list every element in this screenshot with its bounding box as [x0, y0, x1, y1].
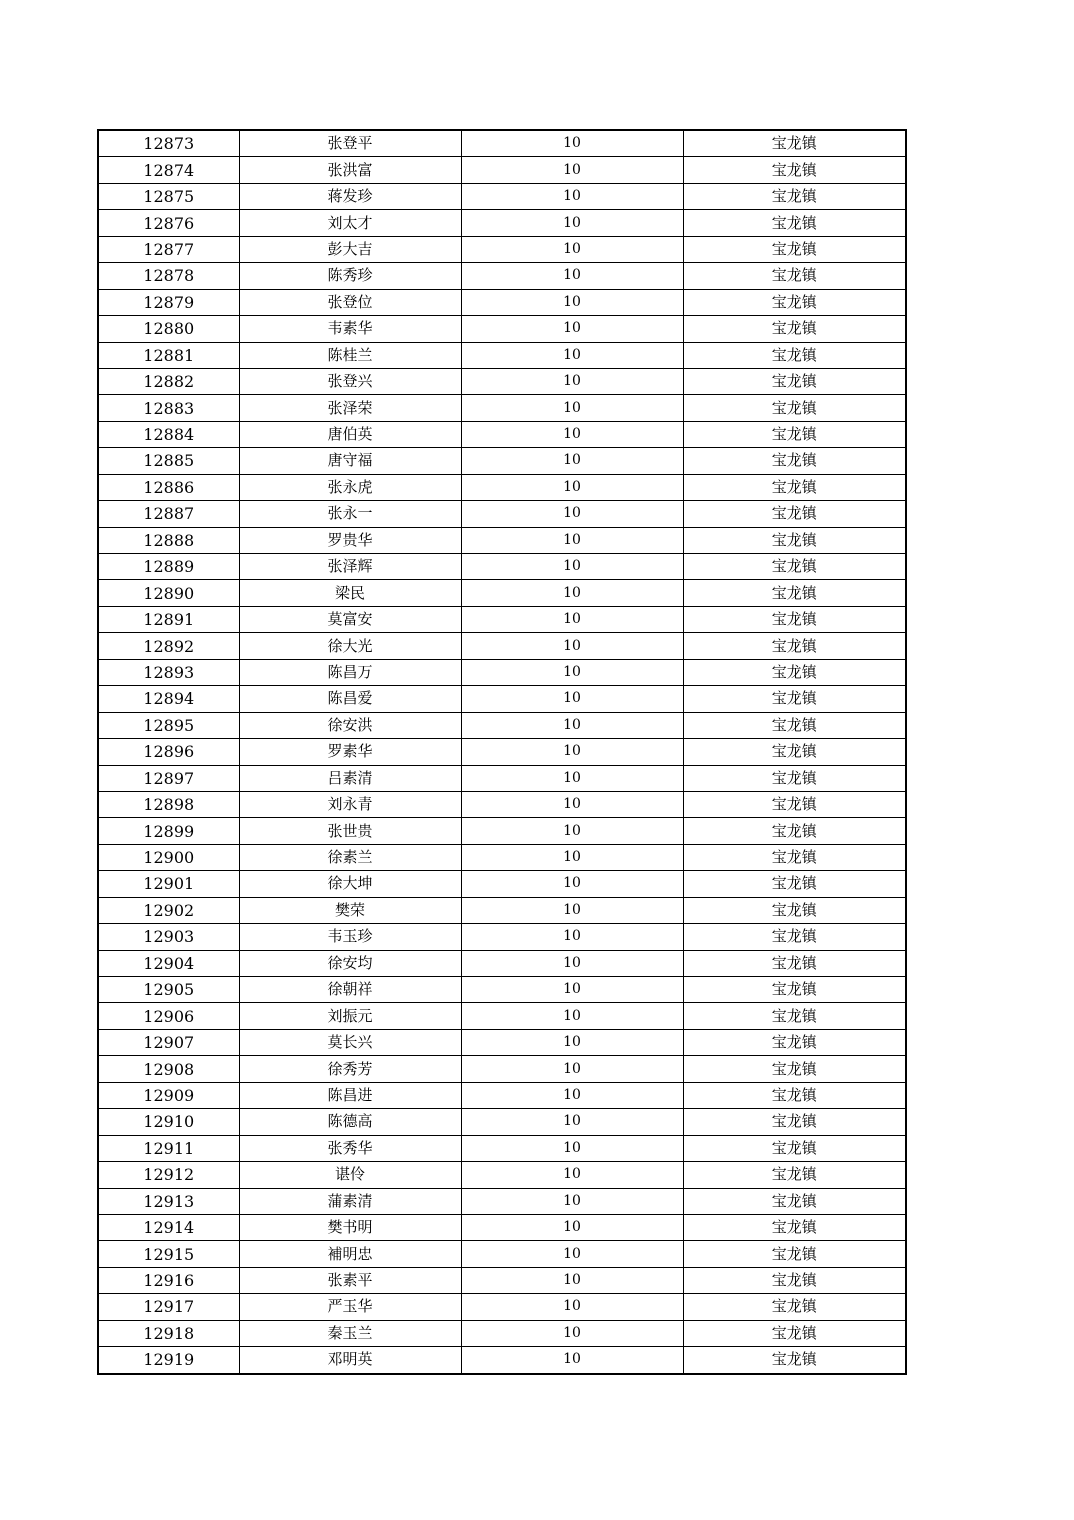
roster-table-body: [98, 130, 906, 1374]
row-number-cell: 12887: [98, 501, 239, 527]
table-row: [98, 183, 906, 209]
row-number-cell: 12919: [98, 1347, 239, 1374]
amount-cell: 10: [461, 633, 683, 659]
town-cell: 宝龙镇: [683, 633, 906, 659]
amount-cell: 10: [461, 395, 683, 421]
name-cell: 张素平: [239, 1267, 461, 1293]
row-number-cell: 12902: [98, 897, 239, 923]
town-cell: 宝龙镇: [683, 580, 906, 606]
town-cell: 宝龙镇: [683, 263, 906, 289]
amount-cell: 10: [461, 1003, 683, 1029]
row-number-cell: 12908: [98, 1056, 239, 1082]
name-cell: 徐安洪: [239, 712, 461, 738]
amount-cell: 10: [461, 368, 683, 394]
table-row: [98, 1003, 906, 1029]
row-number-cell: 12899: [98, 818, 239, 844]
row-number-cell: 12891: [98, 606, 239, 632]
table-row: [98, 1241, 906, 1267]
table-row: [98, 421, 906, 447]
table-row: [98, 897, 906, 923]
name-cell: 张登平: [239, 130, 461, 157]
row-number-cell: 12906: [98, 1003, 239, 1029]
table-row: [98, 474, 906, 500]
name-cell: 严玉华: [239, 1294, 461, 1320]
row-number-cell: 12886: [98, 474, 239, 500]
row-number-cell: 12882: [98, 368, 239, 394]
amount-cell: 10: [461, 1320, 683, 1346]
row-number-cell: 12889: [98, 554, 239, 580]
amount-cell: 10: [461, 1056, 683, 1082]
table-row: [98, 606, 906, 632]
name-cell: 张登兴: [239, 368, 461, 394]
amount-cell: 10: [461, 871, 683, 897]
name-cell: 彭大吉: [239, 236, 461, 262]
amount-cell: 10: [461, 236, 683, 262]
table-row: [98, 686, 906, 712]
town-cell: 宝龙镇: [683, 977, 906, 1003]
row-number-cell: 12909: [98, 1082, 239, 1108]
table-row: [98, 1056, 906, 1082]
name-cell: 補明忠: [239, 1241, 461, 1267]
row-number-cell: 12879: [98, 289, 239, 315]
name-cell: 刘太才: [239, 210, 461, 236]
town-cell: 宝龙镇: [683, 130, 906, 157]
amount-cell: 10: [461, 791, 683, 817]
table-row: [98, 1320, 906, 1346]
name-cell: 刘永青: [239, 791, 461, 817]
row-number-cell: 12904: [98, 950, 239, 976]
town-cell: 宝龙镇: [683, 950, 906, 976]
amount-cell: 10: [461, 157, 683, 183]
row-number-cell: 12898: [98, 791, 239, 817]
row-number-cell: 12874: [98, 157, 239, 183]
table-row: [98, 316, 906, 342]
town-cell: 宝龙镇: [683, 1320, 906, 1346]
amount-cell: 10: [461, 1029, 683, 1055]
amount-cell: 10: [461, 1162, 683, 1188]
name-cell: 徐安均: [239, 950, 461, 976]
amount-cell: 10: [461, 765, 683, 791]
row-number-cell: 12895: [98, 712, 239, 738]
table-row: [98, 1347, 906, 1374]
row-number-cell: 12893: [98, 659, 239, 685]
amount-cell: 10: [461, 263, 683, 289]
row-number-cell: 12888: [98, 527, 239, 553]
town-cell: 宝龙镇: [683, 844, 906, 870]
table-row: [98, 130, 906, 157]
row-number-cell: 12900: [98, 844, 239, 870]
amount-cell: 10: [461, 130, 683, 157]
table-row: [98, 236, 906, 262]
row-number-cell: 12885: [98, 448, 239, 474]
town-cell: 宝龙镇: [683, 1056, 906, 1082]
name-cell: 秦玉兰: [239, 1320, 461, 1346]
town-cell: 宝龙镇: [683, 210, 906, 236]
name-cell: 唐守福: [239, 448, 461, 474]
name-cell: 张世贵: [239, 818, 461, 844]
town-cell: 宝龙镇: [683, 686, 906, 712]
row-number-cell: 12915: [98, 1241, 239, 1267]
name-cell: 樊荣: [239, 897, 461, 923]
town-cell: 宝龙镇: [683, 1162, 906, 1188]
town-cell: 宝龙镇: [683, 501, 906, 527]
amount-cell: 10: [461, 977, 683, 1003]
table-row: [98, 1162, 906, 1188]
name-cell: 张洪富: [239, 157, 461, 183]
name-cell: 蒲素清: [239, 1188, 461, 1214]
table-row: [98, 924, 906, 950]
table-row: [98, 1267, 906, 1293]
name-cell: 张登位: [239, 289, 461, 315]
amount-cell: 10: [461, 739, 683, 765]
row-number-cell: 12905: [98, 977, 239, 1003]
name-cell: 徐大光: [239, 633, 461, 659]
table-row: [98, 871, 906, 897]
row-number-cell: 12877: [98, 236, 239, 262]
town-cell: 宝龙镇: [683, 395, 906, 421]
name-cell: 陈昌爱: [239, 686, 461, 712]
row-number-cell: 12883: [98, 395, 239, 421]
name-cell: 张泽辉: [239, 554, 461, 580]
town-cell: 宝龙镇: [683, 316, 906, 342]
table-row: [98, 791, 906, 817]
amount-cell: 10: [461, 210, 683, 236]
name-cell: 梁民: [239, 580, 461, 606]
town-cell: 宝龙镇: [683, 1241, 906, 1267]
town-cell: 宝龙镇: [683, 183, 906, 209]
amount-cell: 10: [461, 183, 683, 209]
amount-cell: 10: [461, 686, 683, 712]
row-number-cell: 12910: [98, 1109, 239, 1135]
table-row: [98, 527, 906, 553]
amount-cell: 10: [461, 606, 683, 632]
row-number-cell: 12917: [98, 1294, 239, 1320]
town-cell: 宝龙镇: [683, 157, 906, 183]
amount-cell: 10: [461, 844, 683, 870]
name-cell: 陈秀珍: [239, 263, 461, 289]
name-cell: 唐伯英: [239, 421, 461, 447]
name-cell: 张永一: [239, 501, 461, 527]
town-cell: 宝龙镇: [683, 1347, 906, 1374]
amount-cell: 10: [461, 897, 683, 923]
amount-cell: 10: [461, 1188, 683, 1214]
amount-cell: 10: [461, 1135, 683, 1161]
town-cell: 宝龙镇: [683, 791, 906, 817]
row-number-cell: 12896: [98, 739, 239, 765]
row-number-cell: 12911: [98, 1135, 239, 1161]
table-row: [98, 395, 906, 421]
town-cell: 宝龙镇: [683, 606, 906, 632]
table-row: [98, 765, 906, 791]
town-cell: 宝龙镇: [683, 554, 906, 580]
town-cell: 宝龙镇: [683, 871, 906, 897]
name-cell: 谌伶: [239, 1162, 461, 1188]
name-cell: 陈德高: [239, 1109, 461, 1135]
amount-cell: 10: [461, 659, 683, 685]
amount-cell: 10: [461, 342, 683, 368]
amount-cell: 10: [461, 554, 683, 580]
amount-cell: 10: [461, 712, 683, 738]
town-cell: 宝龙镇: [683, 421, 906, 447]
row-number-cell: 12884: [98, 421, 239, 447]
name-cell: 蒋发珍: [239, 183, 461, 209]
name-cell: 徐秀芳: [239, 1056, 461, 1082]
row-number-cell: 12913: [98, 1188, 239, 1214]
row-number-cell: 12916: [98, 1267, 239, 1293]
amount-cell: 10: [461, 1347, 683, 1374]
table-row: [98, 1135, 906, 1161]
table-row: [98, 818, 906, 844]
table-row: [98, 712, 906, 738]
row-number-cell: 12907: [98, 1029, 239, 1055]
town-cell: 宝龙镇: [683, 448, 906, 474]
table-row: [98, 501, 906, 527]
name-cell: 韦玉珍: [239, 924, 461, 950]
name-cell: 樊书明: [239, 1214, 461, 1240]
table-row: [98, 977, 906, 1003]
row-number-cell: 12876: [98, 210, 239, 236]
name-cell: 莫富安: [239, 606, 461, 632]
table-row: [98, 368, 906, 394]
name-cell: 张永虎: [239, 474, 461, 500]
town-cell: 宝龙镇: [683, 1135, 906, 1161]
town-cell: 宝龙镇: [683, 739, 906, 765]
table-row: [98, 1029, 906, 1055]
town-cell: 宝龙镇: [683, 1294, 906, 1320]
town-cell: 宝龙镇: [683, 659, 906, 685]
town-cell: 宝龙镇: [683, 712, 906, 738]
town-cell: 宝龙镇: [683, 1109, 906, 1135]
name-cell: 韦素华: [239, 316, 461, 342]
amount-cell: 10: [461, 924, 683, 950]
amount-cell: 10: [461, 1214, 683, 1240]
name-cell: 徐朝祥: [239, 977, 461, 1003]
amount-cell: 10: [461, 289, 683, 315]
town-cell: 宝龙镇: [683, 818, 906, 844]
amount-cell: 10: [461, 421, 683, 447]
amount-cell: 10: [461, 1241, 683, 1267]
name-cell: 张秀华: [239, 1135, 461, 1161]
town-cell: 宝龙镇: [683, 342, 906, 368]
town-cell: 宝龙镇: [683, 527, 906, 553]
name-cell: 邓明英: [239, 1347, 461, 1374]
table-row: [98, 844, 906, 870]
town-cell: 宝龙镇: [683, 897, 906, 923]
table-row: [98, 448, 906, 474]
amount-cell: 10: [461, 1294, 683, 1320]
town-cell: 宝龙镇: [683, 368, 906, 394]
row-number-cell: 12912: [98, 1162, 239, 1188]
name-cell: 刘振元: [239, 1003, 461, 1029]
row-number-cell: 12894: [98, 686, 239, 712]
town-cell: 宝龙镇: [683, 1082, 906, 1108]
table-row: [98, 157, 906, 183]
name-cell: 徐素兰: [239, 844, 461, 870]
row-number-cell: 12890: [98, 580, 239, 606]
row-number-cell: 12918: [98, 1320, 239, 1346]
table-row: [98, 554, 906, 580]
name-cell: 陈桂兰: [239, 342, 461, 368]
row-number-cell: 12901: [98, 871, 239, 897]
town-cell: 宝龙镇: [683, 1267, 906, 1293]
row-number-cell: 12881: [98, 342, 239, 368]
town-cell: 宝龙镇: [683, 289, 906, 315]
row-number-cell: 12892: [98, 633, 239, 659]
table-row: [98, 289, 906, 315]
table-row: [98, 1188, 906, 1214]
row-number-cell: 12873: [98, 130, 239, 157]
table-row: [98, 263, 906, 289]
table-row: [98, 659, 906, 685]
name-cell: 陈昌万: [239, 659, 461, 685]
table-row: [98, 1082, 906, 1108]
name-cell: 陈昌进: [239, 1082, 461, 1108]
row-number-cell: 12878: [98, 263, 239, 289]
town-cell: 宝龙镇: [683, 236, 906, 262]
roster-table: [97, 129, 907, 1375]
row-number-cell: 12914: [98, 1214, 239, 1240]
name-cell: 张泽荣: [239, 395, 461, 421]
table-row: [98, 210, 906, 236]
town-cell: 宝龙镇: [683, 474, 906, 500]
amount-cell: 10: [461, 501, 683, 527]
town-cell: 宝龙镇: [683, 924, 906, 950]
name-cell: 罗素华: [239, 739, 461, 765]
table-row: [98, 1214, 906, 1240]
town-cell: 宝龙镇: [683, 1003, 906, 1029]
amount-cell: 10: [461, 448, 683, 474]
table-row: [98, 950, 906, 976]
table-row: [98, 633, 906, 659]
row-number-cell: 12880: [98, 316, 239, 342]
amount-cell: 10: [461, 1267, 683, 1293]
table-row: [98, 1294, 906, 1320]
row-number-cell: 12875: [98, 183, 239, 209]
row-number-cell: 12903: [98, 924, 239, 950]
amount-cell: 10: [461, 316, 683, 342]
town-cell: 宝龙镇: [683, 765, 906, 791]
table-row: [98, 342, 906, 368]
name-cell: 徐大坤: [239, 871, 461, 897]
name-cell: 吕素清: [239, 765, 461, 791]
town-cell: 宝龙镇: [683, 1188, 906, 1214]
amount-cell: 10: [461, 527, 683, 553]
town-cell: 宝龙镇: [683, 1029, 906, 1055]
name-cell: 莫长兴: [239, 1029, 461, 1055]
amount-cell: 10: [461, 474, 683, 500]
town-cell: 宝龙镇: [683, 1214, 906, 1240]
amount-cell: 10: [461, 1109, 683, 1135]
table-row: [98, 739, 906, 765]
amount-cell: 10: [461, 950, 683, 976]
amount-cell: 10: [461, 818, 683, 844]
row-number-cell: 12897: [98, 765, 239, 791]
table-row: [98, 580, 906, 606]
table-row: [98, 1109, 906, 1135]
amount-cell: 10: [461, 1082, 683, 1108]
name-cell: 罗贵华: [239, 527, 461, 553]
amount-cell: 10: [461, 580, 683, 606]
